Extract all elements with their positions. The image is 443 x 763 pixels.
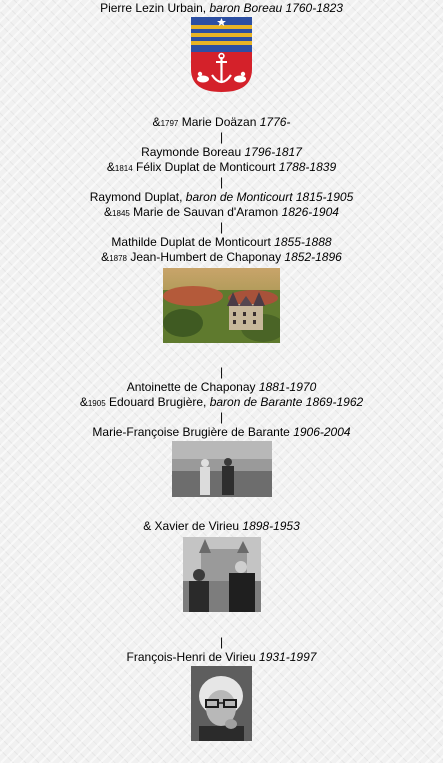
- spouse-dates: 1776-: [259, 115, 291, 129]
- spouse-name: Marie de Sauvan d'Aramon: [129, 205, 282, 219]
- person-name: Marie-Françoise Brugière de Barante: [92, 425, 294, 439]
- marriage-year: 1845: [112, 209, 130, 218]
- marriage-symbol: &: [79, 395, 88, 409]
- person-line-marie-francoise: [0, 425, 443, 439]
- person-dates: 1855-1888: [274, 235, 332, 249]
- spouse-name: Marie Doäzan: [178, 115, 260, 129]
- marriage-symbol: &: [104, 205, 113, 219]
- couple-castle-photo-bw: [183, 537, 261, 612]
- marriage-line-1797: [0, 115, 443, 131]
- descent-separator: |: [219, 410, 224, 424]
- person-line-mathilde: [0, 235, 443, 249]
- person-dates: 1931-1997: [259, 650, 317, 664]
- person-dates: 1906-2004: [293, 425, 351, 439]
- root-line: [0, 1, 443, 15]
- marriage-year: 1814: [114, 164, 133, 173]
- spouse-name: & Xavier de Virieu: [143, 519, 243, 533]
- spouse-dates: 1788-1839: [278, 160, 337, 174]
- marriage-year: 1905: [87, 399, 106, 408]
- spouse-name: Edouard Brugière,: [105, 395, 210, 409]
- descent-separator: |: [219, 220, 224, 234]
- person-line-raymond: [0, 190, 443, 204]
- spouse-name: Jean-Humbert de Chaponay: [126, 250, 285, 264]
- spouse-dates: 1852-1896: [284, 250, 342, 264]
- root-name: Pierre Lezin Urbain,: [100, 1, 210, 15]
- descent-separator: |: [219, 175, 224, 189]
- marriage-line-1814: [0, 160, 443, 176]
- marriage-line-1878: [0, 250, 443, 266]
- descent-separator: |: [219, 130, 224, 144]
- person-dates: 1881-1970: [258, 380, 317, 394]
- marriage-symbol: &: [152, 115, 161, 129]
- marriage-symbol: &: [106, 160, 115, 174]
- marriage-symbol: &: [101, 250, 110, 264]
- spouse-title: baron de Barante 1869-1962: [209, 395, 364, 409]
- marriage-line-1845: [0, 205, 443, 221]
- spouse-name: Félix Duplat de Monticourt: [132, 160, 279, 174]
- person-title: baron de Monticourt 1815-1905: [185, 190, 354, 204]
- person-name: Raymond Duplat,: [89, 190, 186, 204]
- root-title: baron Boreau 1760-1823: [209, 1, 343, 15]
- descent-separator: |: [219, 635, 224, 649]
- person-dates: 1796-1817: [244, 145, 302, 159]
- person-name: Raymonde Boreau: [141, 145, 245, 159]
- marriage-line-1905: [0, 395, 443, 411]
- person-line-antoinette: [0, 380, 443, 394]
- person-name: François-Henri de Virieu: [126, 650, 260, 664]
- coat-of-arms-icon: [191, 17, 252, 92]
- marriage-year: 1797: [160, 119, 179, 128]
- castle-aerial-photo: [163, 268, 280, 343]
- portrait-photo-bw: [191, 666, 252, 741]
- couple-photo-bw: [172, 441, 272, 497]
- person-name: Antoinette de Chaponay: [126, 380, 259, 394]
- marriage-year: 1878: [109, 254, 127, 263]
- spouse-dates: 1898-1953: [242, 519, 300, 533]
- descent-separator: |: [219, 365, 224, 379]
- person-name: Mathilde Duplat de Monticourt: [111, 235, 275, 249]
- person-line-francois-henri: [0, 650, 443, 664]
- spouse-dates: 1826-1904: [281, 205, 339, 219]
- marriage-line-virieu: [0, 519, 443, 533]
- person-line-raymonde: [0, 145, 443, 159]
